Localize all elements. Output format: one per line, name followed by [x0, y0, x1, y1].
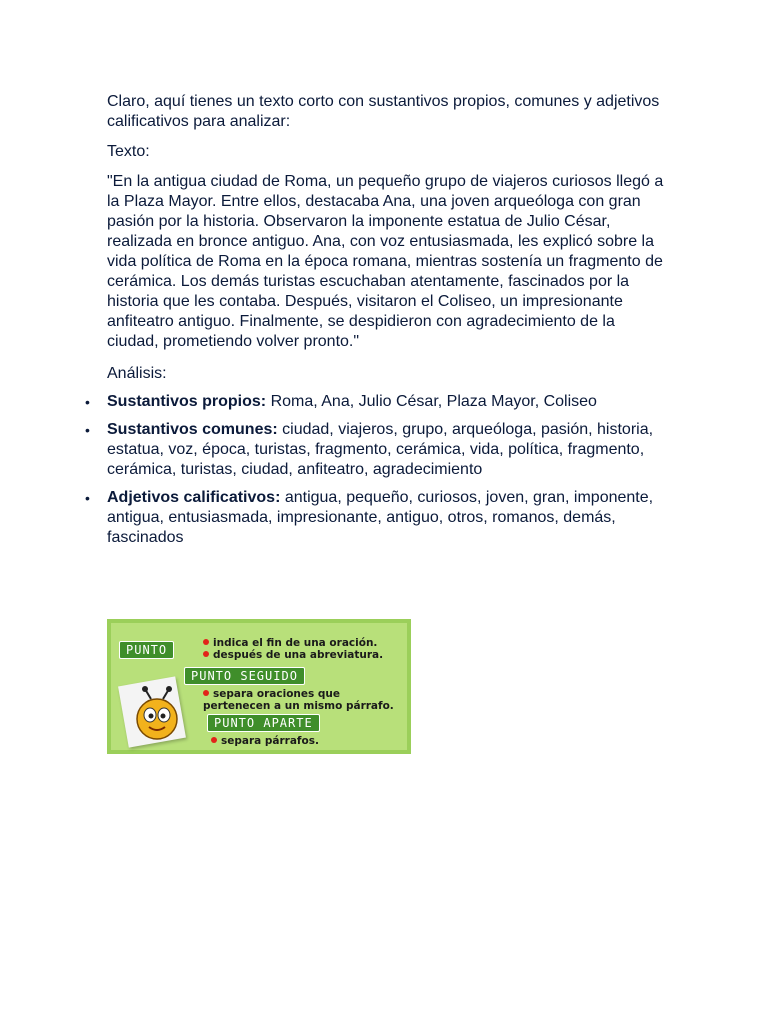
punto-note-2: después de una abreviatura.	[203, 649, 383, 661]
analysis-list	[85, 392, 667, 548]
seguido-note-1: separa oraciones que	[203, 688, 340, 700]
punto-tag: PUNTO	[119, 641, 174, 659]
aparte-note-1: separa párrafos.	[211, 735, 319, 747]
punto-seguido-tag: PUNTO SEGUIDO	[184, 667, 305, 685]
story-paragraph: "En la antigua ciudad de Roma, un pequeño grupo de viajeros curiosos llegó a la Plaza Mayor. Entre ellos, destacaba Ana, una joven arqueóloga con gran pasión por la historia. Observaron la imponente estatua de Julio César, realizada en bronce antiguo. Ana, con voz entusiasmada, les explicó sobre la vida política de Roma en la época romana, mientras sostenía un fragmento de cerámica. Los demás turistas escuchaban atentamente, fascinados por la historia que les contaba. Después, visitaron el Coliseo, un impresionante anfiteatro antiguo. Finalmente, se despidieron con agradecimiento de la ciudad, prometiendo volver pronto."	[107, 173, 664, 350]
bullet-icon: •	[85, 422, 90, 438]
red-dot-icon	[203, 651, 209, 657]
bullet-icon: •	[85, 394, 90, 410]
list-item	[85, 392, 667, 412]
list-item-term: Sustantivos comunes:	[107, 421, 278, 438]
punctuation-image	[107, 619, 411, 754]
list-item-values: ciudad, viajeros, grupo, arqueóloga, pasión, historia, estatua, voz, época, turistas, fragmento, cerámica, vida, política, fragmento, cerámica, turistas, ciudad, anfiteatro, agradecimiento	[107, 421, 654, 478]
red-dot-icon	[203, 639, 209, 645]
seguido-note-2: pertenecen a un mismo párrafo.	[203, 700, 394, 712]
list-item-values: Roma, Ana, Julio César, Plaza Mayor, Coliseo	[266, 393, 597, 410]
document-body	[85, 92, 667, 556]
list-item-values: antigua, pequeño, curiosos, joven, gran, imponente, antigua, entusiasmada, impresionante, antiguo, otros, romanos, demás, fascinados	[107, 489, 654, 546]
analisis-label: Análisis:	[107, 365, 167, 382]
bullet-icon: •	[85, 490, 90, 506]
intro-paragraph: Claro, aquí tienes un texto corto con sustantivos propios, comunes y adjetivos calificativos para analizar:	[107, 93, 660, 130]
punto-note-1: indica el fin de una oración.	[203, 637, 377, 649]
red-dot-icon	[211, 737, 217, 743]
bug-mascot-icon	[125, 685, 189, 749]
texto-label: Texto:	[107, 143, 150, 160]
list-item	[85, 420, 667, 480]
punto-aparte-tag: PUNTO APARTE	[207, 714, 320, 732]
image-background	[111, 623, 407, 750]
list-item-term: Sustantivos propios:	[107, 393, 267, 410]
red-dot-icon	[203, 690, 209, 696]
list-item	[85, 488, 667, 548]
list-item-term: Adjetivos calificativos:	[107, 489, 281, 506]
